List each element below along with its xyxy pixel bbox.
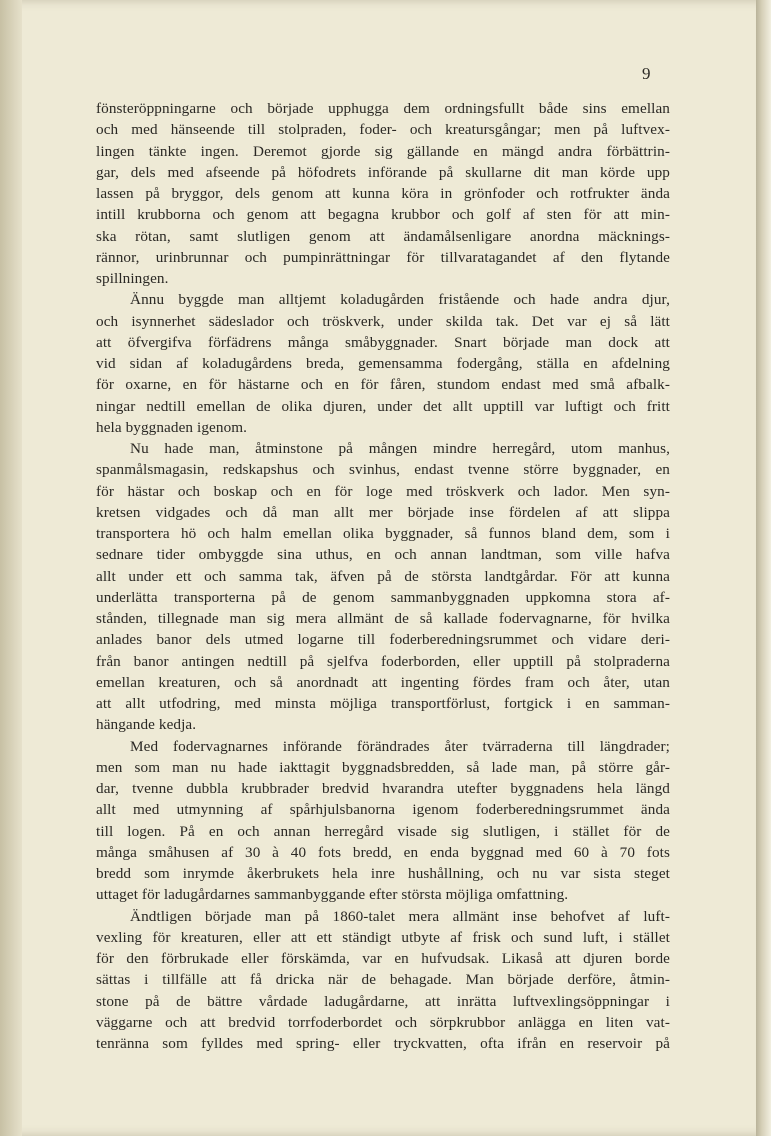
- text-line: Ännu byggde man alltjemt koladugården fristående och hade andra djur,: [130, 291, 670, 309]
- text-line: vid sidan af koladugårdens breda, gemensamma fodergång, ställa en afdelning: [96, 355, 670, 372]
- text-line: tenränna som fylldes med spring- eller tryckvatten, ofta ifrån en reservoir på: [96, 1035, 670, 1052]
- text-line: och med hänseende till stolpraden, foder- och kreatursgångar; men på luftvex-: [96, 121, 670, 139]
- text-line: för den förbrukade eller förskämda, var en hufvudsak. Likaså att djuren borde: [96, 950, 670, 967]
- text-line: sednare tider ombyggde sina uthus, en och annan landtman, som ville hafva: [96, 546, 670, 564]
- text-line: spillningen.: [96, 270, 169, 287]
- text-line: spanmålsmagasin, redskapshus och svinhus, endast tvenne större byggnader, en: [96, 461, 670, 479]
- text-line: hela byggnaden igenom.: [96, 418, 248, 436]
- text-line: kretsen vidgades och då man allt mer började inse fördelen af att slippa: [96, 503, 670, 521]
- text-line: intill krubborna och genom att begagna krubbor och golf af sten för att min-: [96, 206, 670, 224]
- text-line: många småhusen af 30 à 40 fots bredd, en enda byggnad med 60 à 70 fots: [96, 843, 670, 861]
- text-line: dar, tvenne dubbla krubbrader bredvid hvarandra utefter byggnadens hela längd: [96, 780, 670, 797]
- text-line: för oxarne, en för hästarne och en för fåren, stundom endast med små afbalk-: [96, 376, 670, 394]
- text-line: transportera hö och halm emellan olika byggnader, så funnos bland dem, som i: [96, 525, 670, 542]
- page-gutter: [0, 0, 22, 1136]
- page-edge: [756, 0, 771, 1136]
- body-text: [96, 98, 670, 1054]
- text-line: underlätta transporterna på de genom sammanbyggnaden uppkomna stora af-: [96, 588, 670, 606]
- text-line: väggarne och att bredvid torrfoderbordet och sörpkrubbor anlägga en liten vat-: [96, 1013, 670, 1031]
- text-line: rännor, urinbrunnar och pumpinrättningar för tillvaratagandet af den flytande: [96, 248, 670, 266]
- text-line: till logen. På en och annan herregård visade sig slutligen, i stället för de: [96, 822, 670, 840]
- text-line: Nu hade man, åtminstone på mången mindre herregård, utom manhus,: [130, 440, 670, 457]
- text-line: ska rötan, samt slutligen genom att ändamålsenligare anordna mäcknings-: [96, 227, 670, 245]
- text-line: fönsteröppningarne och började upphugga dem ordningsfullt både sins emellan: [96, 100, 670, 117]
- text-line: men som man nu hade iakttagit byggnadsbredden, så lade man, på större går-: [96, 758, 670, 776]
- text-line: lassen på bryggor, dels genom att kunna köra in grönfoder och rotfrukter ända: [96, 185, 670, 202]
- text-line: stone på de bättre vårdade ladugårdarne, att inrätta luftvexlingsöppningar i: [96, 992, 670, 1010]
- text-line: att allt utfodring, med minsta möjliga transportförlust, fortgick i en samman-: [96, 695, 670, 712]
- text-line: hängande kedja.: [96, 716, 197, 734]
- text-line: lingen tänkte ingen. Deremot gjorde sig gällande en mängd andra förbättrin-: [96, 142, 670, 160]
- text-line: sättas i tillfälle att få dricka när de behagade. Man började derföre, åtmin-: [96, 971, 670, 989]
- text-line: gar, dels med afseende på höfodrets införande på skullarne dit man körde upp: [96, 163, 670, 181]
- text-line: bredd som inrymde åkerbrukets hela inre hushållning, och nu var sista steget: [96, 865, 670, 882]
- text-line: från banor antingen nedtill på sjelfva foderborden, eller upptill på stolpraderna: [96, 652, 670, 670]
- text-line: allt med utmynning af spårhjulsbanorna igenom foderberedningsrummet ända: [96, 801, 670, 819]
- text-line: vexling för kreaturen, eller att ett ständigt utbyte af frisk och sund luft, i stället: [96, 928, 670, 946]
- text-line: emellan kreaturen, och så anordnadt att ingenting fördes fram och åter, utan: [96, 673, 670, 691]
- text-line: Ändtligen började man på 1860-talet mera allmänt inse behofvet af luft-: [130, 907, 670, 925]
- text-line: ningar nedtill emellan de olika djuren, under det allt upptill var luftigt och fritt: [96, 397, 670, 415]
- text-line: anlades banor dels utmed logarne till foderberedningsrummet och vidare deri-: [96, 631, 670, 649]
- text-line: Med fodervagnarnes införande förändrades åter tvärraderna till längdrader;: [130, 737, 670, 755]
- text-line: för hästar och boskap och en för loge med tröskverk och lador. Men syn-: [96, 482, 670, 500]
- text-line: att öfvergifva förfädrens många småbyggnader. Snart började man dock att: [96, 333, 670, 351]
- text-line: och isynnerhet sädeslador och tröskverk, under skilda tak. Det var ej så lätt: [96, 312, 670, 330]
- text-line: allt under ett och samma tak, äfven på de största landtgårdar. För att kunna: [96, 567, 670, 585]
- text-line: stånden, tillegnade man sig mera allmänt de så kallade fodervagnarne, för hvilka: [96, 610, 670, 627]
- text-line: uttaget för ladugårdarnes sammanbyggande efter största möjliga omfattning.: [96, 886, 569, 904]
- page-number: 9: [642, 64, 651, 83]
